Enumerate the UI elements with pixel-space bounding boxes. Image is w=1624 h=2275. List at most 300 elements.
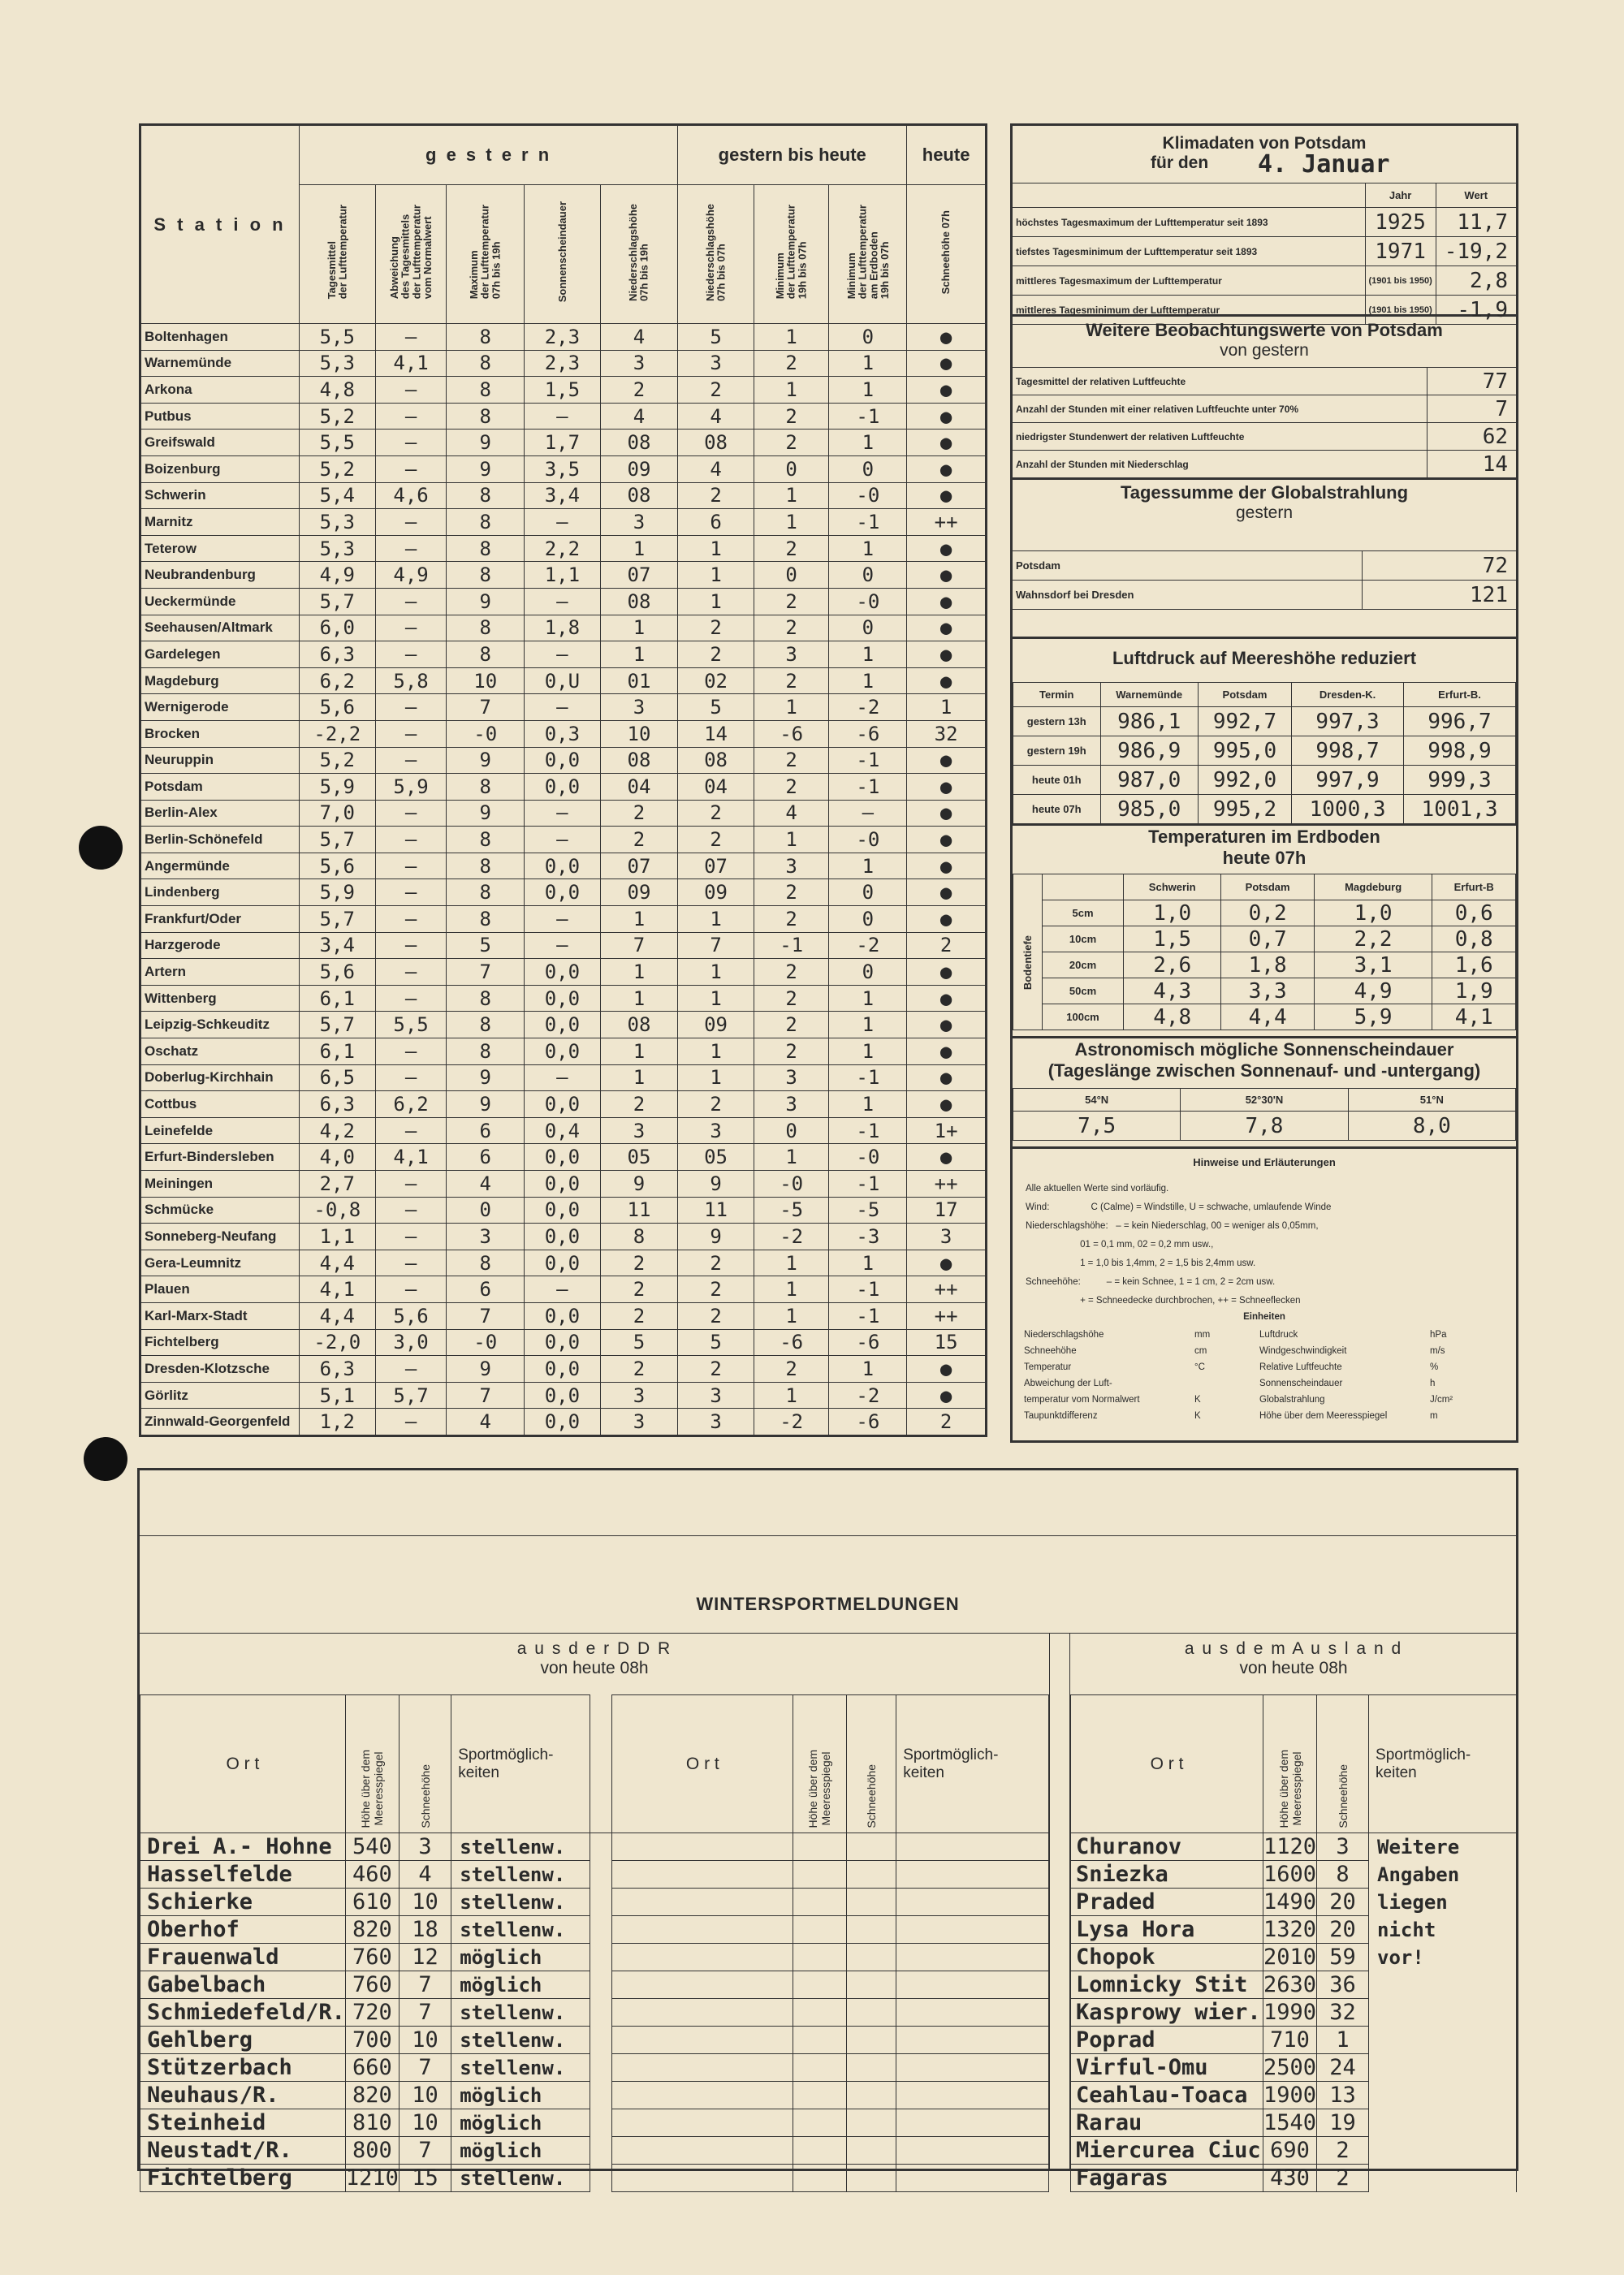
- station-value: 2: [678, 1276, 754, 1303]
- station-name: Boltenhagen: [140, 324, 300, 351]
- station-value: -6: [754, 720, 829, 747]
- ddr-empty-cell: [612, 1833, 793, 1861]
- station-value: 04: [678, 774, 754, 801]
- station-value: 4: [678, 455, 754, 482]
- station-value: 1: [600, 1064, 678, 1091]
- unit-row: [1024, 1392, 1503, 1408]
- station-value: 2: [754, 588, 829, 615]
- station-value: 07: [600, 562, 678, 589]
- table-row: [140, 800, 987, 827]
- ausland-sport: [1369, 2082, 1517, 2109]
- station-value: 4,1: [375, 1144, 447, 1171]
- schnee-label: Schneehöhe: [418, 1764, 432, 1828]
- station-value: 8: [447, 1038, 525, 1065]
- astro-value: 8,0: [1348, 1112, 1515, 1141]
- ausland-col-sport: Sportmöglich- keiten: [1369, 1695, 1517, 1833]
- station-value: 9: [447, 1064, 525, 1091]
- ddr-empty-cell: [793, 2165, 846, 2192]
- beob-table: [1013, 367, 1516, 478]
- ausland-hoehe: 2500: [1263, 2055, 1317, 2080]
- ddr-ort: Fichtelberg: [140, 2165, 346, 2192]
- ddr-empty-cell: [612, 2165, 793, 2192]
- station-value: 2: [600, 377, 678, 404]
- erdboden-value: 1,9: [1432, 978, 1516, 1004]
- station-value: 1: [754, 1144, 829, 1171]
- station-value: 3: [754, 1091, 829, 1118]
- klima-wert: 11,7: [1436, 208, 1516, 237]
- station-value: 2: [754, 615, 829, 641]
- station-value: 1: [829, 377, 907, 404]
- luftdruck-header: Potsdam: [1198, 683, 1291, 707]
- global-row: [1013, 551, 1516, 581]
- station-value: 2: [754, 774, 829, 801]
- unit-cell: Globalstrahlung: [1259, 1395, 1325, 1405]
- klima-row: [1013, 208, 1516, 237]
- erdboden-value: 0,8: [1432, 926, 1516, 952]
- column-header-label: Minimum der Lufttemperatur 19h bis 07h: [774, 205, 809, 300]
- station-value: 1: [678, 1064, 754, 1091]
- station-value: –: [375, 377, 447, 404]
- erdboden-corner2: [1043, 874, 1124, 900]
- station-value: 3: [600, 1409, 678, 1436]
- station-value: 7: [678, 932, 754, 959]
- ausland-ort: Sniezka: [1071, 1861, 1263, 1889]
- station-value: ●: [907, 641, 987, 668]
- station-value: ●: [907, 959, 987, 986]
- station-value: 5,7: [375, 1382, 447, 1409]
- ddr-empty-cell: [846, 2027, 896, 2054]
- luftdruck-header: Dresden-K.: [1292, 683, 1404, 707]
- station-value: 2: [754, 985, 829, 1012]
- ausland-row: [1071, 2137, 1517, 2165]
- station-value: 4,2: [299, 1117, 375, 1144]
- ddr-empty-cell: [846, 1999, 896, 2027]
- ddr-empty-cell: [612, 2109, 793, 2137]
- luftdruck-value: 997,3: [1292, 707, 1404, 736]
- erdboden-row: [1013, 952, 1516, 978]
- station-value: 7: [447, 694, 525, 721]
- ddr-gap: [590, 2109, 612, 2137]
- beob-row: [1013, 451, 1516, 478]
- station-value: -2: [754, 1224, 829, 1250]
- luftdruck-table: [1013, 682, 1516, 824]
- station-value: 2: [600, 1276, 678, 1303]
- luftdruck-header: Erfurt-B.: [1404, 683, 1516, 707]
- ddr-empty-cell: [612, 1916, 793, 1944]
- klima-jahr: (1901 bis 1950): [1365, 296, 1436, 325]
- ddr-hoehe: 810: [345, 2109, 399, 2137]
- beob-row: [1013, 423, 1516, 451]
- station-value: –: [525, 827, 601, 853]
- hinweise-panel: [1010, 1146, 1518, 1443]
- station-value: 0,0: [525, 747, 601, 774]
- station-value: 7: [447, 1382, 525, 1409]
- ausland-row: [1071, 1833, 1517, 1861]
- station-value: ●: [907, 455, 987, 482]
- station-value: ●: [907, 985, 987, 1012]
- station-name: Greifswald: [140, 430, 300, 456]
- table-row: [140, 377, 987, 404]
- station-value: 1: [600, 959, 678, 986]
- station-value: 01: [600, 667, 678, 694]
- station-value: –: [375, 1224, 447, 1250]
- ddr-empty-cell: [896, 1944, 1049, 1971]
- station-value: –: [525, 1276, 601, 1303]
- ddr-empty-cell: [846, 2054, 896, 2082]
- station-value: –: [375, 455, 447, 482]
- station-value: ●: [907, 403, 987, 430]
- luftdruck-value: 992,7: [1198, 707, 1291, 736]
- station-value: 10: [447, 667, 525, 694]
- station-value: -0: [829, 482, 907, 509]
- ddr-hoehe: 800: [345, 2137, 399, 2165]
- station-value: 9: [447, 747, 525, 774]
- station-value: 0,0: [525, 853, 601, 879]
- station-value: 8: [600, 1224, 678, 1250]
- station-value: 2: [678, 800, 754, 827]
- astro-header: 54°N: [1013, 1089, 1181, 1112]
- column-header: [375, 185, 447, 324]
- station-value: –: [375, 853, 447, 879]
- ddr-hoehe: 460: [345, 1861, 399, 1889]
- ausland-hoehe: 1120: [1263, 1834, 1317, 1859]
- station-value: 2: [754, 667, 829, 694]
- station-value: 8: [447, 509, 525, 536]
- unit-cell: K: [1194, 1395, 1201, 1405]
- unit-cell: Taupunktdifferenz: [1024, 1411, 1098, 1421]
- erdboden-corner: [1013, 874, 1043, 900]
- station-value: 6,5: [299, 1064, 375, 1091]
- station-value: 3: [600, 694, 678, 721]
- station-name: Doberlug-Kirchhain: [140, 1064, 300, 1091]
- group-heute: heute: [907, 125, 987, 185]
- unit-cell: K: [1194, 1411, 1201, 1421]
- hinweis-line: Schneehöhe: – = kein Schnee, 1 = 1 cm, 2 = 2cm usw.: [1026, 1277, 1276, 1287]
- station-value: 5,2: [299, 747, 375, 774]
- column-header: [678, 185, 754, 324]
- column-header-label: Minimum der Lufttemperatur am Erdboden 19h bis 07h: [844, 205, 891, 300]
- station-value: 0,0: [525, 1329, 601, 1356]
- station-name: Meiningen: [140, 1171, 300, 1198]
- ausland-schnee: 13: [1317, 2082, 1369, 2109]
- table-row: [140, 932, 987, 959]
- ddr-empty-cell: [793, 2137, 846, 2165]
- station-value: 1+: [907, 1117, 987, 1144]
- ddr-empty-cell: [612, 2054, 793, 2082]
- column-header: [907, 185, 987, 324]
- station-value: 1: [829, 1356, 907, 1383]
- station-value: 2: [678, 641, 754, 668]
- station-value: –: [375, 535, 447, 562]
- klima-date: 4. Januar: [1258, 150, 1390, 179]
- table-row: [140, 1144, 987, 1171]
- station-value: 5,7: [299, 1012, 375, 1038]
- station-value: 6: [678, 509, 754, 536]
- unit-cell: m/s: [1430, 1346, 1445, 1356]
- station-value: 2: [600, 1356, 678, 1383]
- station-value: 4: [447, 1409, 525, 1436]
- ddr-ort: Frauenwald: [140, 1944, 346, 1971]
- station-name: Neuruppin: [140, 747, 300, 774]
- column-header-label: Niederschlagshöhe 07h bis 19h: [627, 203, 650, 301]
- station-value: 2,2: [525, 535, 601, 562]
- station-value: -6: [829, 720, 907, 747]
- station-name: Putbus: [140, 403, 300, 430]
- erdboden-value: 0,6: [1432, 900, 1516, 926]
- ddr-empty-cell: [793, 1833, 846, 1861]
- station-value: 2: [678, 482, 754, 509]
- klima-label: mittleres Tagesminimum der Lufttemperatur: [1013, 296, 1365, 325]
- ddr-empty-cell: [846, 1833, 896, 1861]
- station-value: 4,4: [299, 1302, 375, 1329]
- hinweis-line: + = Schneedecke durchbrochen, ++ = Schneeflecken: [1026, 1296, 1301, 1306]
- station-value: 8: [447, 377, 525, 404]
- station-value: 1: [754, 1382, 829, 1409]
- station-value: 8: [447, 403, 525, 430]
- wintersport-section: [137, 1468, 1518, 2191]
- station-name: Angermünde: [140, 853, 300, 879]
- station-value: 2: [754, 1038, 829, 1065]
- station-value: ●: [907, 1038, 987, 1065]
- ddr-empty-cell: [793, 1944, 846, 1971]
- astro-header: 52°30'N: [1181, 1089, 1348, 1112]
- erdboden-depth: 100cm: [1043, 1004, 1124, 1030]
- station-value: 0,0: [525, 1012, 601, 1038]
- station-name: Berlin-Alex: [140, 800, 300, 827]
- ausland-schnee: 32: [1317, 1999, 1369, 2027]
- table-row: [140, 879, 987, 906]
- station-value: ●: [907, 535, 987, 562]
- ddr-empty-cell: [793, 1971, 846, 1999]
- station-value: 1: [829, 430, 907, 456]
- ausland-hoehe: 690: [1263, 2137, 1317, 2165]
- schnee-label: Schneehöhe: [864, 1764, 878, 1828]
- hinweise-title: Hinweise und Erläuterungen: [1193, 1156, 1336, 1168]
- station-value: -0: [829, 1144, 907, 1171]
- erdboden-header: Schwerin: [1124, 874, 1221, 900]
- ddr-row: [140, 2082, 1049, 2109]
- erdboden-value: 3,1: [1314, 952, 1432, 978]
- station-value: 1: [678, 959, 754, 986]
- station-value: 08: [600, 1012, 678, 1038]
- ddr-ort: Gehlberg: [140, 2027, 346, 2054]
- ddr-ort: Steinheid: [140, 2109, 346, 2137]
- erdboden-depth: 10cm: [1043, 926, 1124, 952]
- ausland-col-schnee: [1317, 1695, 1369, 1833]
- station-value: 6,3: [299, 1091, 375, 1118]
- station-value: 2: [600, 1302, 678, 1329]
- ausland-row: [1071, 2027, 1517, 2054]
- column-header-label: Schneehöhe 07h: [939, 209, 952, 295]
- ausland-hoehe: 2630: [1263, 1972, 1317, 1997]
- erdboden-value: 4,8: [1124, 1004, 1221, 1030]
- station-value: -1: [829, 1064, 907, 1091]
- station-value: ●: [907, 1382, 987, 1409]
- station-value: ++: [907, 1276, 987, 1303]
- unit-cell: h: [1430, 1379, 1436, 1388]
- luftdruck-value: 985,0: [1100, 795, 1198, 824]
- station-value: 4,9: [375, 562, 447, 589]
- station-value: -0: [754, 1171, 829, 1198]
- station-value: –: [375, 324, 447, 351]
- station-value: 0: [829, 562, 907, 589]
- table-row: [140, 588, 987, 615]
- station-value: ●: [907, 324, 987, 351]
- ausland-schnee: 36: [1317, 1971, 1369, 1999]
- station-value: 2: [754, 1012, 829, 1038]
- luftdruck-value: 992,0: [1198, 766, 1291, 795]
- station-value: 8: [447, 774, 525, 801]
- station-value: –: [375, 720, 447, 747]
- ausland-col-ort: O r t: [1071, 1695, 1263, 1833]
- station-value: –: [375, 641, 447, 668]
- station-value: ●: [907, 879, 987, 906]
- station-value: -0: [829, 588, 907, 615]
- ddr-empty-cell: [896, 1916, 1049, 1944]
- unit-cell: Relative Luftfeuchte: [1259, 1362, 1342, 1372]
- station-value: -2: [829, 932, 907, 959]
- station-value: 1: [829, 1091, 907, 1118]
- ausland-ort: Praded: [1071, 1889, 1263, 1916]
- table-row: [140, 1197, 987, 1224]
- luftdruck-value: 999,3: [1404, 766, 1516, 795]
- ausland-schnee: 24: [1317, 2054, 1369, 2082]
- ddr-ort: Schmiedefeld/R.: [140, 1999, 346, 2027]
- ausland-sport: [1369, 2109, 1517, 2137]
- ddr-hoehe: 1210: [345, 2165, 399, 2191]
- station-value: 09: [600, 879, 678, 906]
- station-value: ●: [907, 800, 987, 827]
- unit-cell: °C: [1194, 1362, 1205, 1372]
- luftdruck-row: [1013, 736, 1516, 766]
- ddr-empty-cell: [612, 1861, 793, 1889]
- table-row: [140, 1382, 987, 1409]
- beob-panel: [1010, 312, 1518, 480]
- ddr-ort: Stützerbach: [140, 2054, 346, 2082]
- erdboden-value: 4,3: [1124, 978, 1221, 1004]
- station-value: 0,0: [525, 1250, 601, 1276]
- ddr-hoehe: 610: [345, 1889, 399, 1916]
- station-value: 2: [678, 615, 754, 641]
- ausland-hoehe: 2010: [1263, 1945, 1317, 1970]
- ddr-col-ort: O r t: [140, 1695, 346, 1833]
- station-value: 5,3: [299, 535, 375, 562]
- station-value: ●: [907, 667, 987, 694]
- ddr-schnee: 7: [399, 1999, 451, 2027]
- hinweis-line: Niederschlagshöhe: – = kein Niederschlag, 00 = weniger als 0,05mm,: [1026, 1221, 1319, 1231]
- ddr-empty-cell: [846, 2165, 896, 2192]
- klima-label: tiefstes Tagesminimum der Lufttemperatur seit 1893: [1013, 237, 1365, 266]
- erdboden-depth: 5cm: [1043, 900, 1124, 926]
- beob-label: Anzahl der Stunden mit einer relativen Luftfeuchte unter 70%: [1013, 395, 1427, 423]
- ddr-empty-cell: [612, 1944, 793, 1971]
- ddr-col-sport: Sportmöglich- keiten: [451, 1695, 590, 1833]
- station-value: -1: [829, 774, 907, 801]
- luftdruck-title: Luftdruck auf Meereshöhe reduziert: [1112, 648, 1417, 668]
- ausland-row: [1071, 2165, 1517, 2192]
- station-value: 5,2: [299, 403, 375, 430]
- luftdruck-value: 995,2: [1198, 795, 1291, 824]
- column-header: [754, 185, 829, 324]
- ddr-hoehe: 700: [345, 2027, 399, 2054]
- luftdruck-value: 996,7: [1404, 707, 1516, 736]
- luftdruck-value: 998,7: [1292, 736, 1404, 766]
- ddr-schnee: 10: [399, 2109, 451, 2137]
- station-value: 5,5: [299, 430, 375, 456]
- ddr2-col-schnee: [846, 1695, 896, 1833]
- unit-cell: Temperatur: [1024, 1362, 1072, 1372]
- station-value: –: [525, 509, 601, 536]
- table-row: [140, 615, 987, 641]
- station-name: Leinefelde: [140, 1117, 300, 1144]
- station-value: 1,8: [525, 615, 601, 641]
- erdboden-value: 2,6: [1124, 952, 1221, 978]
- station-name: Zinnwald-Georgenfeld: [140, 1409, 300, 1436]
- station-value: 2: [600, 800, 678, 827]
- table-row: [140, 853, 987, 879]
- ddr-row: [140, 1944, 1049, 1971]
- station-value: –: [375, 694, 447, 721]
- station-value: ++: [907, 509, 987, 536]
- station-value: -0: [447, 1329, 525, 1356]
- ddr-empty-cell: [793, 1999, 846, 2027]
- station-value: 1: [754, 1276, 829, 1303]
- erdboden-value: 0,7: [1221, 926, 1314, 952]
- unit-cell: Höhe über dem Meeresspiegel: [1259, 1411, 1388, 1421]
- station-value: -2: [829, 694, 907, 721]
- ddr-gap: [590, 2165, 612, 2192]
- ausland-sport: Angaben: [1369, 1861, 1517, 1889]
- global-title: Tagessumme der Globalstrahlung: [1120, 482, 1409, 503]
- erdboden-row: [1013, 926, 1516, 952]
- table-row: [140, 694, 987, 721]
- ddr-row: [140, 2109, 1049, 2137]
- ausland-ort: Miercurea Ciuc: [1071, 2137, 1263, 2165]
- astro-header: 51°N: [1348, 1089, 1515, 1112]
- station-value: -1: [829, 1117, 907, 1144]
- erdboden-row: [1013, 978, 1516, 1004]
- ddr-empty-cell: [612, 2137, 793, 2165]
- ausland-sport: vor!: [1369, 1944, 1517, 1971]
- klima-row: [1013, 266, 1516, 296]
- unit-row: [1024, 1375, 1503, 1392]
- station-value: 8: [447, 324, 525, 351]
- ddr-hoehe: 660: [345, 2054, 399, 2082]
- station-value: ●: [907, 482, 987, 509]
- station-name: Plauen: [140, 1276, 300, 1303]
- station-value: 17: [907, 1197, 987, 1224]
- table-row: [140, 774, 987, 801]
- station-value: 1,1: [525, 562, 601, 589]
- erdboden-value: 1,0: [1314, 900, 1432, 926]
- station-value: 3: [678, 350, 754, 377]
- erdboden-header: Potsdam: [1221, 874, 1314, 900]
- station-value: 08: [678, 430, 754, 456]
- luftdruck-value: 986,1: [1100, 707, 1198, 736]
- beob-wert: 62: [1427, 423, 1516, 451]
- station-value: 3: [600, 1382, 678, 1409]
- unit-cell: Abweichung der Luft-: [1024, 1379, 1112, 1388]
- station-value: –: [375, 800, 447, 827]
- luftdruck-header: Warnemünde: [1100, 683, 1198, 707]
- ddr-gap: [590, 1971, 612, 1999]
- station-name: Frankfurt/Oder: [140, 906, 300, 933]
- station-value: –: [375, 1250, 447, 1276]
- station-value: 0,0: [525, 1197, 601, 1224]
- units-table: [1024, 1327, 1503, 1424]
- station-value: 2: [754, 535, 829, 562]
- station-value: 2: [754, 403, 829, 430]
